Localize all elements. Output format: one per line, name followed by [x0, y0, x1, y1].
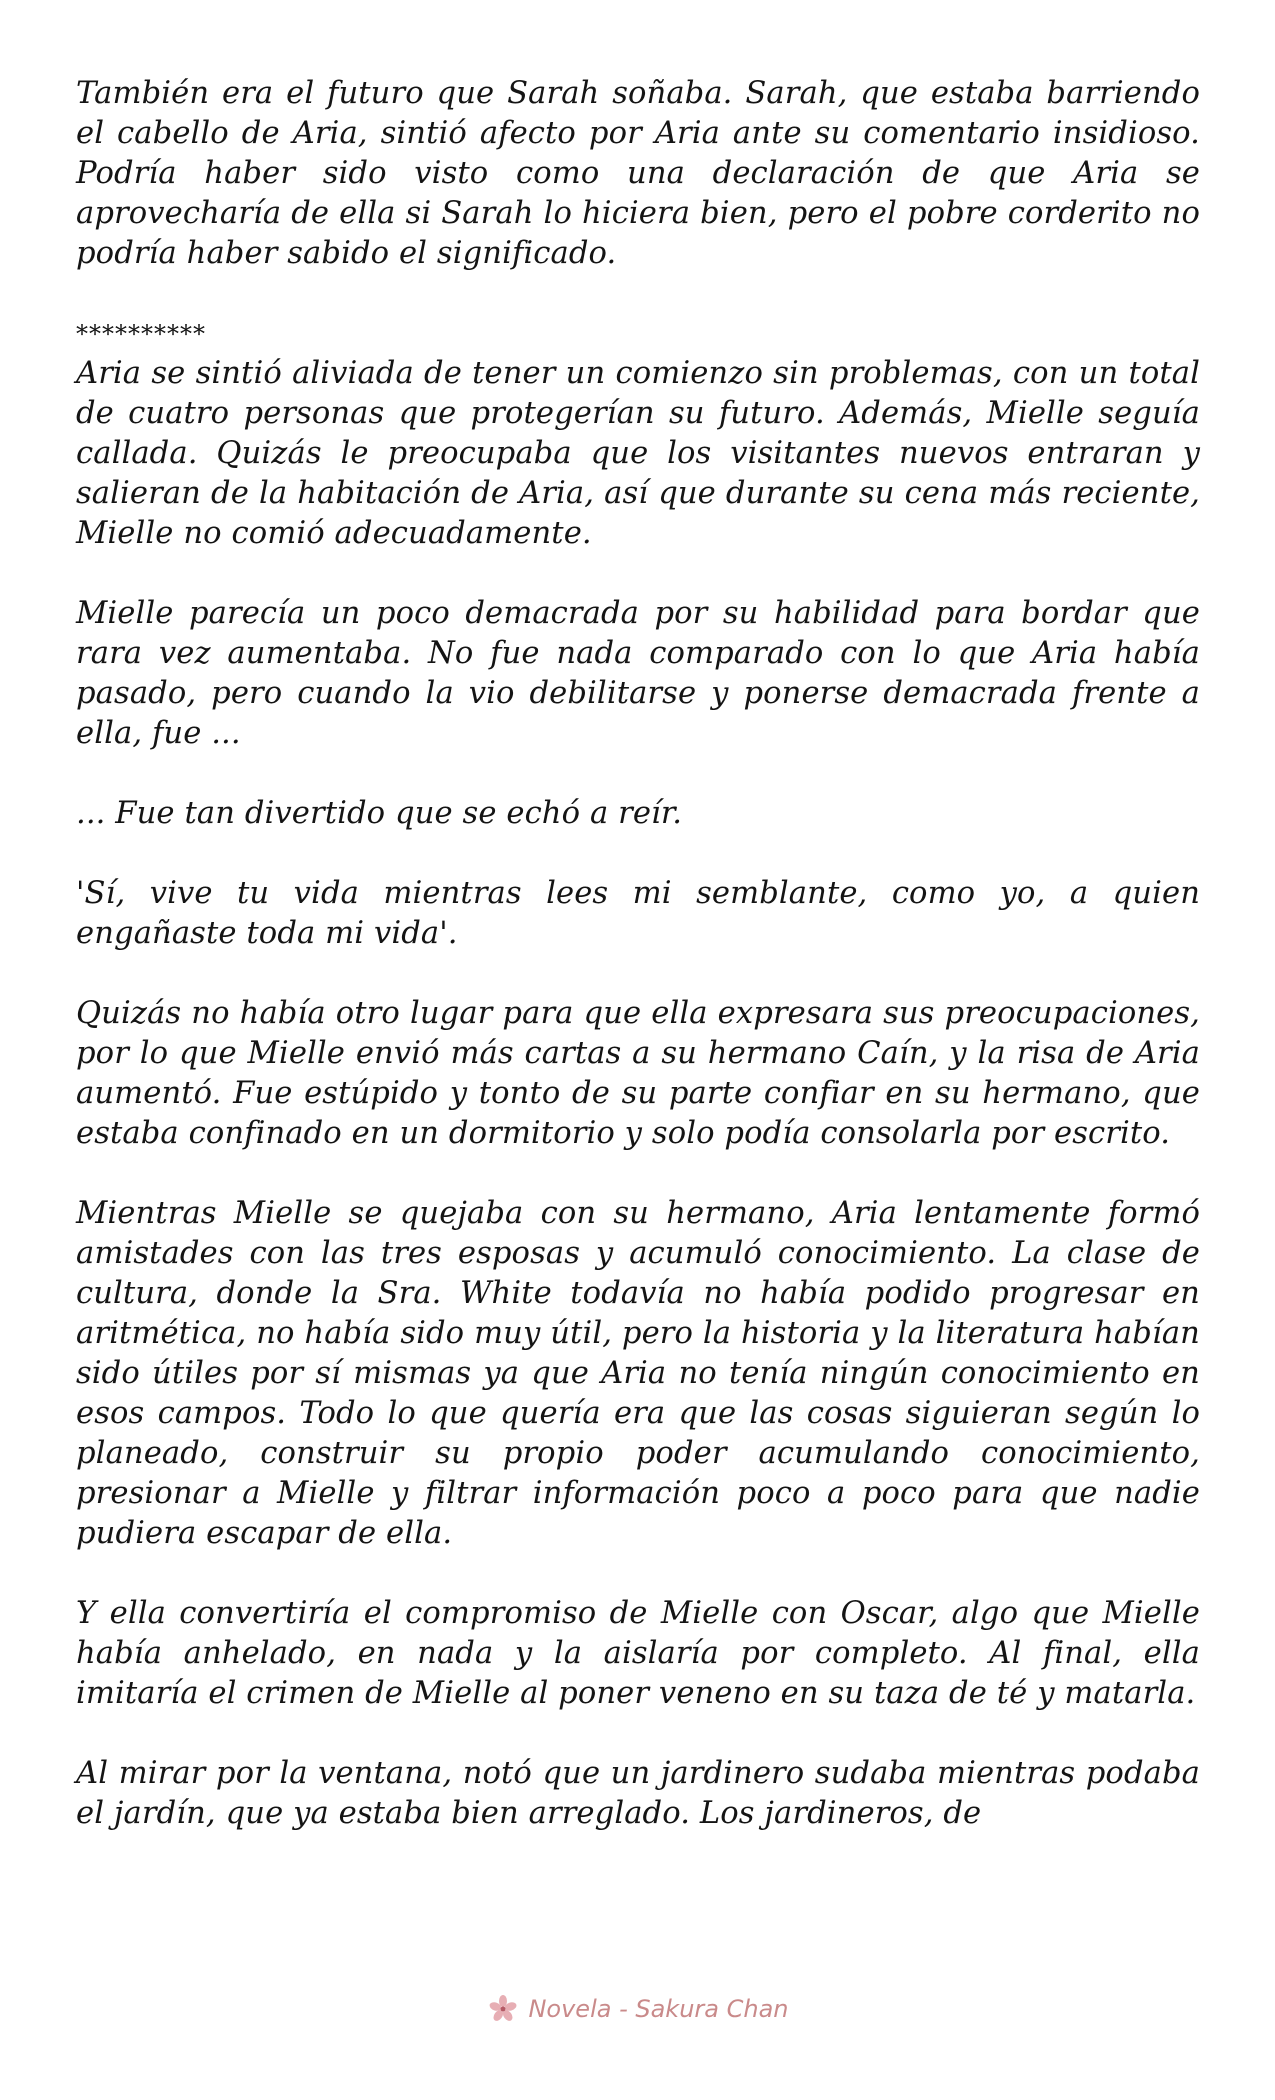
- paragraph-1: También era el futuro que Sarah soñaba. Sarah, que estaba barriendo el cabello de Aria, sintió afecto por Aria ante su comentario insidioso. Podría haber sido visto como una declaración de que Aria se aprovecharía de ella si Sarah lo hiciera bien, pero el pobre corderito no podría haber sabido el significado.: [76, 76, 1200, 271]
- paragraph-9: Al mirar por la ventana, notó que un jardinero sudaba mientras podaba el jardín, que ya estaba bien arreglado. Los jardineros, de: [76, 1756, 1200, 1831]
- paragraph-3: Mielle parecía un poco demacrada por su habilidad para bordar que rara vez aumentaba. No fue nada comparado con lo que Aria había pasado, pero cuando la vio debilitarse y ponerse demacrada frente a ella, fue ...: [76, 596, 1200, 751]
- watermark-text: Novela - Sakura Chan: [528, 1995, 789, 2023]
- document-body: [76, 74, 1200, 1834]
- paragraph-4: ... Fue tan divertido que se echó a reír.: [76, 796, 683, 831]
- paragraph-2: Aria se sintió aliviada de tener un comienzo sin problemas, con un total de cuatro personas que protegerían su futuro. Además, Mielle seguía callada. Quizás le preocupaba que los visitantes nuevos entraran y salieran de la habitación de Aria, así que durante su cena más reciente, Mielle no comió adecuadamente.: [76, 356, 1200, 551]
- paragraph-8: Y ella convertiría el compromiso de Mielle con Oscar, algo que Mielle había anhelado, en nada y la aislaría por completo. Al final, ella imitaría el crimen de Mielle al poner veneno en su taza de té y matarla.: [76, 1596, 1200, 1711]
- cherry-blossom-icon: [486, 1992, 520, 2026]
- watermark: [0, 1992, 1275, 2026]
- paragraph-6: Quizás no había otro lugar para que ella expresara sus preocupaciones, por lo que Mielle envió más cartas a su hermano Caín, y la risa de Aria aumentó. Fue estúpido y tonto de su parte confiar en su hermano, que estaba confinado en un dormitorio y solo podía consolarla por escrito.: [76, 996, 1200, 1151]
- paragraph-5: 'Sí, vive tu vida mientras lees mi semblante, como yo, a quien engañaste toda mi vida'.: [76, 876, 1200, 951]
- section-separator: **********: [76, 320, 206, 348]
- paragraph-7: Mientras Mielle se quejaba con su hermano, Aria lentamente formó amistades con las tres esposas y acumuló conocimiento. La clase de cultura, donde la Sra. White todavía no había podido progresar en aritmética, no había sido muy útil, pero la historia y la literatura habían sido útiles por sí mismas ya que Aria no tenía ningún conocimiento en esos campos. Todo lo que quería era que las cosas siguieran según lo planeado, construir su propio poder acumulando conocimiento, presionar a Mielle y filtrar información poco a poco para que nadie pudiera escapar de ella.: [76, 1196, 1200, 1551]
